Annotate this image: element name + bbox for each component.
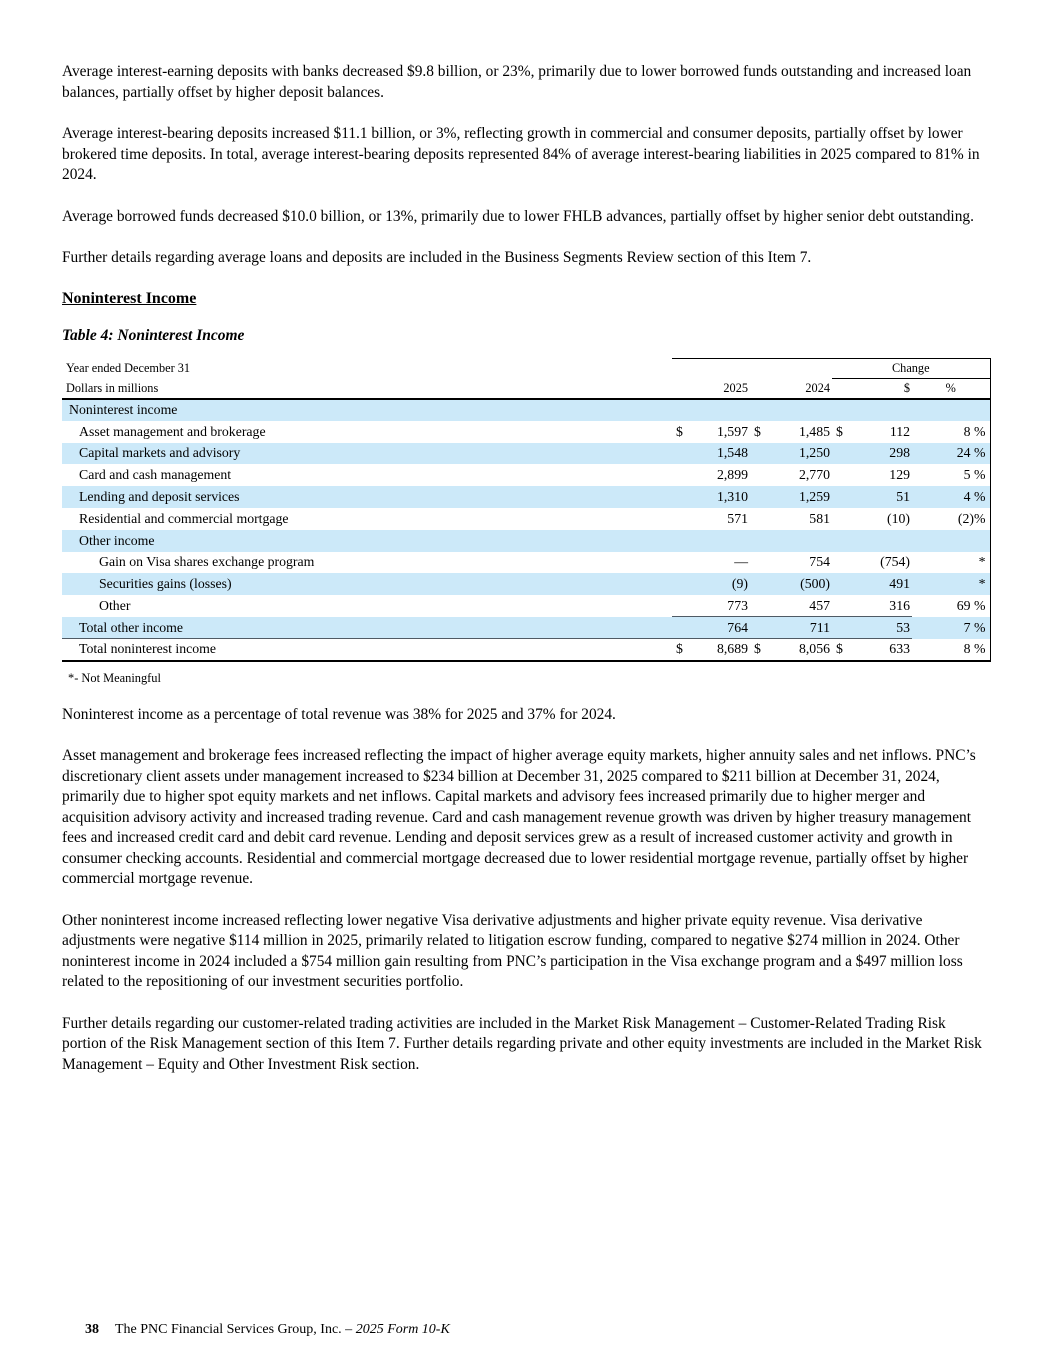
currency-sign: [832, 486, 848, 508]
currency-sign: [750, 595, 767, 617]
currency-sign: [672, 530, 686, 552]
header-col-2025: 2025: [686, 378, 750, 399]
page-footer: [85, 1322, 450, 1338]
table-row: [62, 508, 990, 530]
value-2025: —: [734, 554, 748, 570]
currency-sign: [750, 443, 767, 465]
currency-sign: [750, 573, 767, 595]
paragraph-further-details-loans: Further details regarding average loans and deposits are included in the Business Segments Review section of this Item 7.: [62, 249, 812, 266]
row-label: Asset management and brokerage: [79, 423, 266, 439]
header-col-change-dollar: $: [848, 378, 912, 399]
value-change-percent: (2)%: [957, 510, 986, 526]
value-2025: 8,689: [716, 641, 748, 657]
value-change-percent: 69 %: [956, 598, 986, 614]
header-spacer: [750, 378, 767, 399]
currency-sign: [672, 552, 686, 574]
currency-sign: [750, 399, 767, 421]
table-row: [62, 443, 990, 465]
value-change-dollar: 112: [889, 423, 910, 439]
currency-sign: $: [836, 423, 843, 439]
header-spacer: [832, 378, 848, 399]
currency-sign: [750, 486, 767, 508]
header-year-ended-label: Year ended December 31: [66, 360, 191, 375]
currency-sign: [750, 464, 767, 486]
header-spacer: [672, 358, 832, 378]
value-change-percent: *: [912, 573, 990, 595]
value-change-percent: 8 %: [963, 423, 986, 439]
currency-sign: [672, 443, 686, 465]
header-dollars-label: Dollars in millions: [62, 378, 672, 399]
value-2025: 773: [686, 595, 750, 617]
value-change-percent: 8 %: [963, 641, 986, 657]
currency-sign: [832, 573, 848, 595]
currency-sign: $: [676, 641, 683, 657]
value-2024: 581: [809, 510, 830, 526]
table-header: [62, 358, 990, 399]
value-2024: 754: [809, 554, 830, 570]
currency-sign: [832, 530, 848, 552]
footer-company-name: The PNC Financial Services Group, Inc. –: [115, 1322, 356, 1337]
header-change-label: Change: [832, 358, 990, 378]
table-row: [62, 464, 990, 486]
currency-sign: [750, 508, 767, 530]
value-2024: 8,056: [798, 641, 830, 657]
value-2024: (500): [767, 573, 832, 595]
table-footnote: *- Not Meaningful: [68, 670, 161, 685]
table-row: [62, 530, 990, 552]
value-change-dollar: [848, 399, 912, 421]
value-change-dollar: 316: [848, 595, 912, 617]
row-label: Other income: [62, 530, 672, 552]
currency-sign: [832, 552, 848, 574]
row-label: Lending and deposit services: [62, 486, 672, 508]
value-change-percent: [912, 530, 990, 552]
value-change-dollar: 53: [848, 617, 912, 639]
row-label: Securities gains (losses): [62, 573, 672, 595]
paragraph-avg-interest-bearing: Average interest-bearing deposits increased $11.1 billion, or 3%, reflecting growth in commercial and consumer deposits, partially offset by lower brokered time deposits. In total, average interest-bearing deposits represented 84% of average interest-bearing liabilities in 2025 compared to 81% in 2024.: [62, 125, 980, 183]
value-2024: 1,485: [798, 423, 830, 439]
table-row: [62, 595, 990, 617]
currency-sign: [672, 486, 686, 508]
table-row: [62, 573, 990, 595]
table-title: Table 4: Noninterest Income: [62, 326, 245, 344]
value-2025: [686, 530, 750, 552]
currency-sign: [672, 573, 686, 595]
value-change-dollar: 51: [848, 486, 912, 508]
paragraph-other-noninterest-discussion: Other noninterest income increased reflecting lower negative Visa derivative adjustments and higher private equity revenue. Visa derivative adjustments were negative $114 million in 2025, primarily related to litigation escrow funding, compared to negative $274 million in 2024. Other noninterest income in 2024 included a $754 million gain resulting from PNC’s participation in the Visa exchange program and a $497 million loss related to the repositioning of our investment securities portfolio.: [62, 911, 963, 991]
header-spacer: [672, 378, 686, 399]
currency-sign: [672, 595, 686, 617]
value-2025: 1,310: [686, 486, 750, 508]
row-label: Gain on Visa shares exchange program: [99, 554, 315, 570]
currency-sign: $: [754, 641, 761, 657]
value-change-percent: 7 %: [912, 617, 990, 639]
currency-sign: $: [676, 423, 683, 439]
value-2025: 1,548: [686, 443, 750, 465]
value-2025: 764: [686, 617, 750, 639]
table-row: [62, 552, 990, 574]
row-label: Noninterest income: [62, 399, 672, 421]
currency-sign: [672, 464, 686, 486]
row-label: Other: [99, 598, 131, 614]
noninterest-income-table: [62, 358, 991, 662]
currency-sign: [672, 508, 686, 530]
table-row: [62, 399, 990, 421]
table-body: [62, 399, 990, 661]
currency-sign: $: [836, 641, 843, 657]
value-2025: [686, 399, 750, 421]
value-change-percent: 4 %: [912, 486, 990, 508]
table-row: [62, 617, 990, 639]
value-change-percent: 24 %: [912, 443, 990, 465]
value-2024: 2,770: [798, 467, 830, 483]
value-2025: 1,597: [716, 423, 748, 439]
value-2024: 1,259: [767, 486, 832, 508]
currency-sign: [832, 464, 848, 486]
paragraph-asset-mgmt-discussion: Asset management and brokerage fees increased reflecting the impact of higher average equity markets, higher annuity sales and net inflows. PNC’s discretionary client assets under management increased to $234 billion at December 31, 2025 compared to $211 billion at December 31, 2024, primarily due to higher spot equity markets and net inflows. Capital markets and advisory fees increased primarily due to higher merger and acquisition advisory activity and increased trading revenue. Card and cash management revenue growth was driven by higher treasury management fees and increased credit card and debit card revenue. Lending and deposit services grew as a result of increased customer activity and growth in consumer checking accounts. Residential and commercial mortgage decreased due to lower residential mortgage revenue, partially offset by higher commercial mortgage revenue.: [62, 747, 976, 888]
value-change-dollar: (754): [880, 554, 910, 570]
value-2024: [767, 399, 832, 421]
table-header-row-1: [62, 358, 990, 378]
currency-sign: [832, 443, 848, 465]
value-2025: 2,899: [716, 467, 748, 483]
value-change-dollar: (10): [887, 510, 910, 526]
currency-sign: $: [754, 423, 761, 439]
value-change-dollar: 633: [889, 641, 910, 657]
currency-sign: [672, 617, 686, 639]
page-number: 38: [85, 1322, 99, 1337]
currency-sign: [832, 399, 848, 421]
value-2025: (9): [686, 573, 750, 595]
paragraph-avg-borrowed-funds: Average borrowed funds decreased $10.0 billion, or 13%, primarily due to lower FHLB advances, partially offset by higher senior debt outstanding.: [62, 207, 974, 225]
value-2024: [767, 530, 832, 552]
value-change-dollar: [848, 530, 912, 552]
currency-sign: [832, 508, 848, 530]
header-col-change-percent: %: [912, 378, 990, 399]
value-2024: 1,250: [767, 443, 832, 465]
currency-sign: [832, 595, 848, 617]
paragraph-avg-interest-earning: Average interest-earning deposits with banks decreased $9.8 billion, or 23%, primarily due to lower borrowed funds outstanding and increased loan balances, partially offset by higher deposit balances.: [62, 63, 972, 101]
row-label: Card and cash management: [79, 467, 232, 483]
value-change-percent: [912, 399, 990, 421]
value-change-dollar: 491: [848, 573, 912, 595]
row-label: Residential and commercial mortgage: [79, 510, 289, 526]
row-label: Capital markets and advisory: [62, 443, 672, 465]
value-2025: 571: [727, 510, 748, 526]
paragraph-noninterest-pct-revenue: Noninterest income as a percentage of total revenue was 38% for 2025 and 37% for 2024.: [62, 705, 616, 723]
header-col-2024: 2024: [767, 378, 832, 399]
table-row: [62, 639, 990, 661]
table-row: [62, 421, 990, 443]
currency-sign: [832, 617, 848, 639]
value-change-dollar: 298: [848, 443, 912, 465]
footer-form-name: 2025 Form 10-K: [355, 1322, 450, 1337]
currency-sign: [750, 552, 767, 574]
paragraph-further-details-trading: Further details regarding our customer-related trading activities are included in the Market Risk Management – Customer-Related Trading Risk portion of the Risk Management section of this Item 7. Further details regarding private and other equity investments are included in the Market Risk Management – Equity and Other Investment Risk section.: [62, 1014, 982, 1073]
value-2024: 711: [767, 617, 832, 639]
table-row: [62, 486, 990, 508]
currency-sign: [672, 399, 686, 421]
row-label: Total other income: [62, 617, 672, 639]
value-change-percent: *: [978, 554, 986, 570]
value-change-percent: 5 %: [963, 467, 986, 483]
section-heading-noninterest-income: Noninterest Income: [62, 289, 197, 307]
value-change-dollar: 129: [889, 467, 910, 483]
currency-sign: [750, 530, 767, 552]
currency-sign: [750, 617, 767, 639]
table-header-row-2: [62, 378, 990, 399]
row-label: Total noninterest income: [79, 641, 216, 657]
value-2024: 457: [767, 595, 832, 617]
